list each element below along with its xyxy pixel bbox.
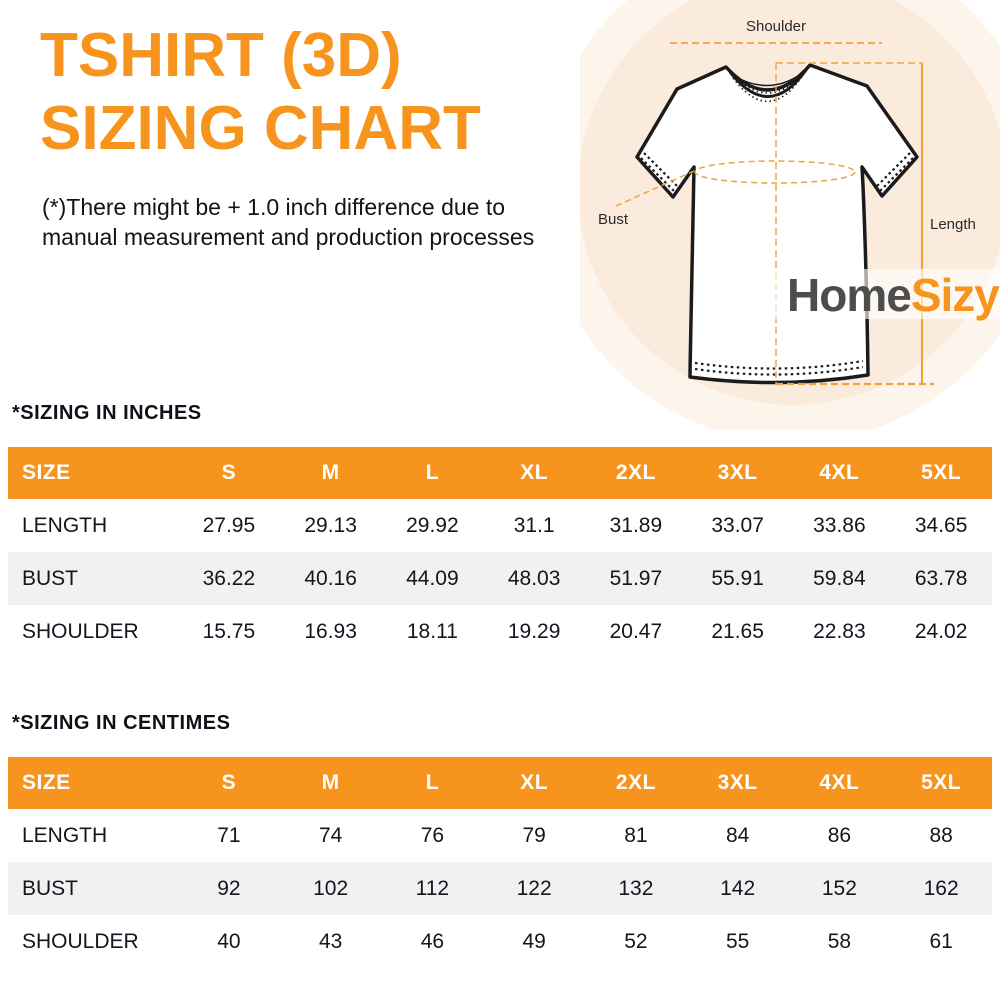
size-value: 63.78	[914, 566, 968, 590]
col-header-2xl: 2XL	[585, 447, 687, 499]
size-value: 79	[522, 823, 546, 847]
size-value: 84	[725, 823, 750, 847]
col-header-size: SIZE	[8, 447, 178, 499]
size-value: 142	[720, 876, 756, 900]
size-value: 31.1	[513, 513, 555, 537]
col-header-s: S	[178, 757, 280, 809]
size-value: 33.07	[711, 513, 764, 537]
size-value: 122	[516, 876, 552, 900]
size-value: 21.65	[711, 619, 764, 643]
cm-section-heading: *SIZING IN CENTIMES	[12, 712, 231, 734]
size-value: 59.84	[813, 566, 866, 590]
size-value: 92	[217, 876, 241, 900]
row-label: BUST	[22, 876, 79, 900]
size-value: 71	[217, 823, 241, 847]
inches-section-heading: *SIZING IN INCHES	[12, 402, 202, 424]
size-value: 22.83	[813, 619, 866, 643]
size-value: 33.86	[813, 513, 866, 537]
size-value: 29.92	[406, 513, 459, 537]
size-value: 88	[929, 823, 953, 847]
col-header-s: S	[178, 447, 280, 499]
size-value: 40.16	[304, 566, 357, 590]
table-header-row	[8, 447, 992, 499]
size-value: 44.09	[406, 566, 459, 590]
sizing-section-inches	[0, 402, 1000, 658]
col-header-2xl: 2XL	[585, 757, 687, 809]
size-value: 76	[420, 823, 445, 847]
tshirt-measurement-diagram	[580, 0, 1000, 430]
page-title-line1: TSHIRT (3D)	[40, 21, 402, 90]
col-header-l: L	[382, 757, 484, 809]
col-header-m: M	[280, 447, 382, 499]
size-value: 34.65	[914, 513, 968, 537]
size-value: 74	[318, 823, 343, 847]
size-value: 31.89	[609, 513, 663, 537]
size-value: 24.02	[914, 619, 968, 643]
size-value: 36.22	[202, 566, 256, 590]
size-value: 43	[318, 929, 343, 953]
sizing-section-centimeters	[0, 712, 1000, 968]
size-value: 52	[624, 929, 648, 953]
size-value: 55.91	[711, 566, 764, 590]
size-value: 51.97	[609, 566, 663, 590]
size-value: 132	[618, 876, 654, 900]
bust-label: Bust	[598, 211, 629, 228]
homesizy-logo	[787, 268, 999, 322]
size-value: 46	[420, 929, 445, 953]
disclaimer-line1: (*)There might be + 1.0 inch difference due to	[42, 194, 506, 220]
header-area	[0, 0, 1000, 430]
disclaimer-line2: manual measurement and production processes	[42, 224, 535, 251]
size-value: 112	[415, 876, 450, 900]
table-row-shoulder	[8, 605, 992, 658]
size-value: 16.93	[304, 619, 357, 643]
tshirt-diagram-svg	[580, 0, 1000, 430]
size-value: 58	[827, 929, 852, 953]
size-value: 49	[522, 929, 546, 953]
table-row-bust	[8, 552, 992, 605]
size-value: 48.03	[507, 566, 561, 590]
size-value: 55	[725, 929, 750, 953]
size-value: 19.29	[507, 619, 561, 643]
col-header-size: SIZE	[8, 757, 178, 809]
row-label: SHOULDER	[22, 929, 139, 953]
row-label: SHOULDER	[22, 619, 139, 643]
row-label: BUST	[22, 566, 79, 590]
disclaimer-text	[42, 192, 534, 253]
logo-text-sizy: Sizy	[910, 269, 999, 321]
logo-text-home: Home	[787, 269, 911, 321]
page-title-line2: SIZING CHART	[40, 93, 481, 163]
table-header-row	[8, 757, 992, 809]
col-header-xl: XL	[483, 447, 585, 499]
col-header-m: M	[280, 757, 382, 809]
col-header-xl: XL	[483, 757, 585, 809]
sizing-table-centimeters	[8, 757, 992, 968]
size-value: 86	[827, 823, 852, 847]
length-label: Length	[930, 216, 976, 233]
size-value: 20.47	[609, 619, 663, 643]
row-label: LENGTH	[22, 513, 108, 537]
col-header-3xl: 3XL	[687, 447, 789, 499]
col-header-l: L	[382, 447, 484, 499]
row-label: LENGTH	[22, 823, 108, 847]
size-value: 40	[217, 929, 241, 953]
page-title	[40, 20, 481, 165]
table-row-shoulder	[8, 915, 992, 968]
size-value: 102	[313, 876, 349, 900]
size-value: 15.75	[202, 619, 256, 643]
col-header-3xl: 3XL	[687, 757, 789, 809]
col-header-4xl: 4XL	[789, 447, 891, 499]
size-value: 162	[923, 876, 959, 900]
size-value: 27.95	[202, 513, 256, 537]
table-row-length	[8, 809, 992, 862]
size-value: 18.11	[406, 619, 458, 643]
col-header-5xl: 5XL	[890, 447, 992, 499]
shoulder-label: Shoulder	[745, 18, 807, 35]
table-row-bust	[8, 862, 992, 915]
table-row-length	[8, 499, 992, 552]
size-value: 61	[929, 929, 953, 953]
col-header-5xl: 5XL	[890, 757, 992, 809]
size-value: 29.13	[304, 513, 357, 537]
sizing-table-inches	[8, 447, 992, 658]
col-header-4xl: 4XL	[789, 757, 891, 809]
size-value: 81	[624, 823, 648, 847]
size-value: 152	[821, 876, 857, 900]
